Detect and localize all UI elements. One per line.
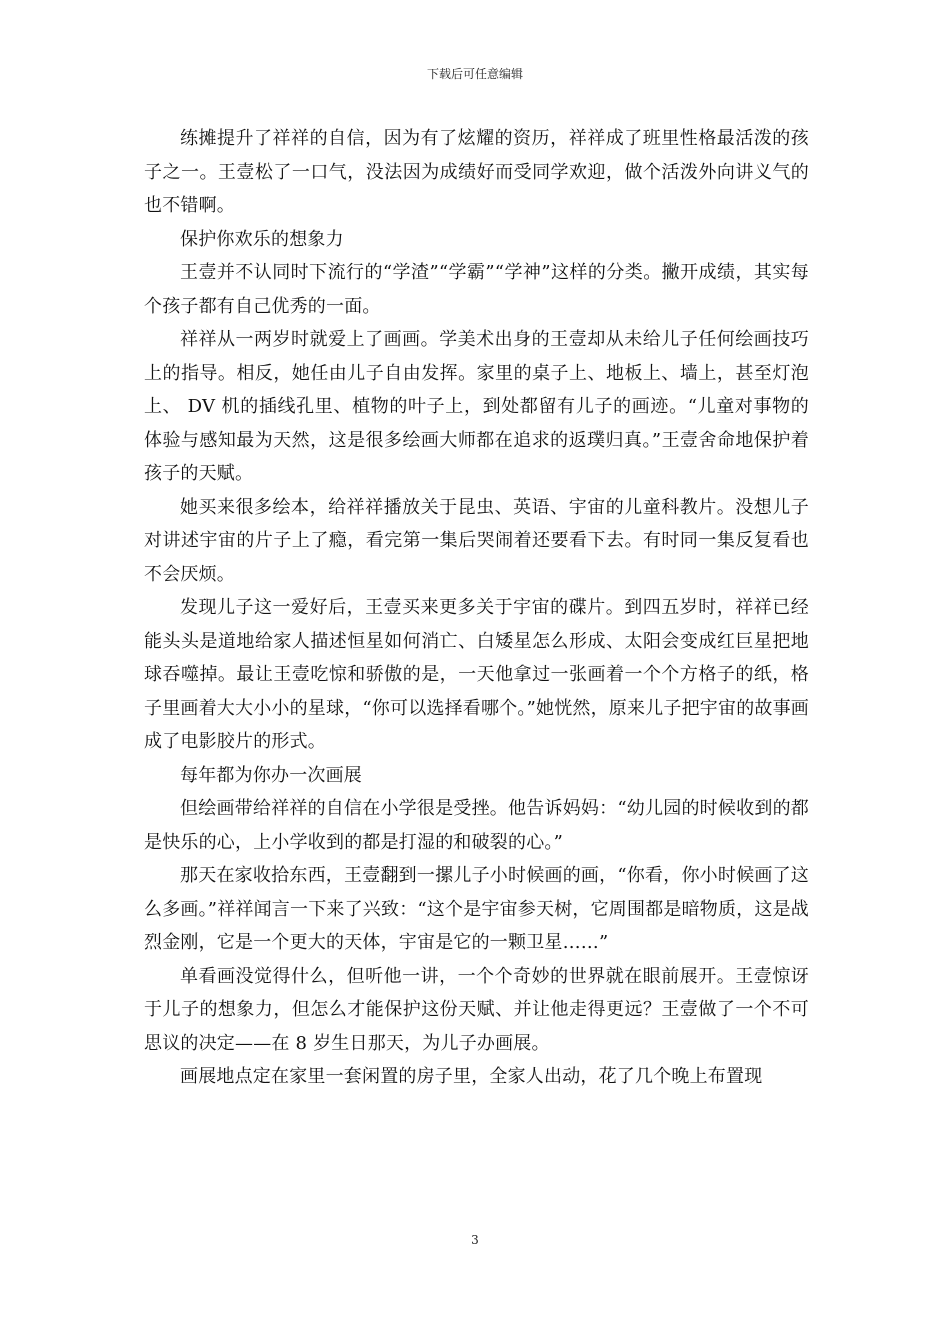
paragraph-4: 她买来很多绘本，给祥祥播放关于昆虫、英语、宇宙的儿童科教片。没想儿子对讲述宇宙的片子上了瘾，看完第一集后哭闹着还要看下去。有时同一集反复看也不会厌烦。 [144,496,809,585]
document-body [144,122,809,1094]
paragraph-5: 发现儿子这一爱好后，王壹买来更多关于宇宙的碟片。到四五岁时，祥祥已经能头头是道地给家人描述恒星如何消亡、白矮星怎么形成、太阳会变成红巨星把地球吞噬掉。最让王壹吃惊和骄傲的是，一天他拿过一张画着一个个方格子的纸，格子里画着大大小小的星球，“你可以选择看哪个。”她恍然，原来儿子把宇宙的故事画成了电影胶片的形式。 [144,597,810,752]
paragraph-2: 王壹并不认同时下流行的“学渣”“学霸”“学神”这样的分类。撇开成绩，其实每个孩子都有自己优秀的一面。 [144,262,809,317]
paragraph-9: 画展地点定在家里一套闲置的房子里，全家人出动，花了几个晚上布置现 [180,1066,763,1087]
paragraph-3: 祥祥从一两岁时就爱上了画画。学美术出身的王壹却从未给儿子任何绘画技巧上的指导。相反，她任由儿子自由发挥。家里的桌子上、地板上、墙上，甚至灯泡上、 DV 机的插线孔里、植物的叶子上，到处都留有儿子的画迹。“儿童对事物的体验与感知最为天然，这是很多绘画大师都在追求的返璞归真。”王壹舍命地保护着孩子的天赋。 [144,329,809,484]
paragraph-6: 但绘画带给祥祥的自信在小学很是受挫。他告诉妈妈：“幼儿园的时候收到的都是快乐的心，上小学收到的都是打湿的和破裂的心。” [144,798,809,853]
paragraph-7: 那天在家收拾东西，王壹翻到一摞儿子小时候画的画，“你看，你小时候画了这么多画。”祥祥闻言一下来了兴致：“这个是宇宙参天树，它周围都是暗物质，这是战烈金刚，它是一个更大的天体，宇宙是它的一颗卫星……” [144,865,810,953]
page-header: 下载后可任意编辑 [426,67,523,81]
paragraph-8: 单看画没觉得什么，但听他一讲，一个个奇妙的世界就在眼前展开。王壹惊讶于儿子的想象力，但怎么才能保护这份天赋、并让他走得更远？王壹做了一个不可思议的决定——在 8 岁生日那天，为儿子办画展。 [144,965,809,1054]
section-heading-imagination: 保护你欢乐的想象力 [180,228,344,250]
section-heading-exhibition: 每年都为你办一次画展 [180,764,362,786]
page-number: 3 [471,1233,479,1247]
paragraph-1: 练摊提升了祥祥的自信，因为有了炫耀的资历，祥祥成了班里性格最活泼的孩子之一。王壹松了一口气，没法因为成绩好而受同学欢迎，做个活泼外向讲义气的也不错啊。 [144,128,809,216]
